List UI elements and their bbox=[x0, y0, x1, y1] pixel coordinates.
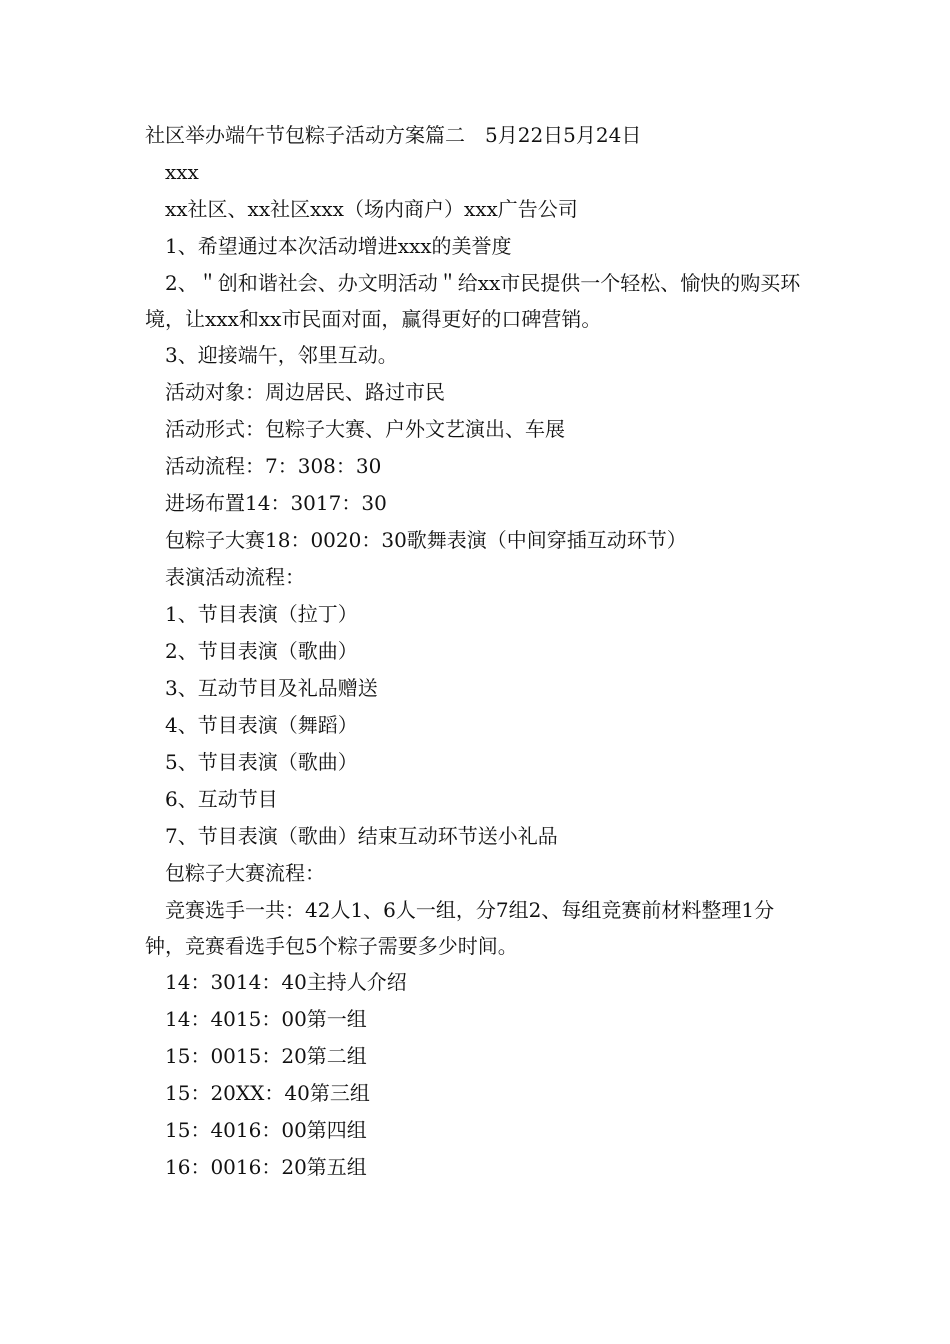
heading-line: 社区举办端午节包粽子活动方案篇二 5月22日5月24日 bbox=[145, 123, 642, 147]
schedule-line: 15：4016：00第四组 bbox=[165, 1118, 367, 1142]
paragraph: xx社区、xx社区xxx（场内商户）xxx广告公司 bbox=[165, 197, 578, 221]
list-item: 6、互动节目 bbox=[165, 787, 278, 811]
list-item: 4、节目表演（舞蹈） bbox=[165, 713, 358, 737]
paragraph: 3、迎接端午，邻里互动。 bbox=[165, 343, 398, 367]
paragraph: 活动流程：7：308：30 bbox=[165, 454, 382, 478]
schedule-line: 14：4015：00第一组 bbox=[165, 1007, 367, 1031]
schedule-line: 16：0016：20第五组 bbox=[165, 1155, 367, 1179]
paragraph: 表演活动流程： bbox=[165, 565, 305, 589]
paragraph: 活动对象：周边居民、路过市民 bbox=[165, 380, 445, 404]
list-item: 2、节目表演（歌曲） bbox=[165, 639, 358, 663]
schedule-line: 15：0015：20第二组 bbox=[165, 1044, 367, 1068]
paragraph: 竞赛选手一共：42人1、6人一组，分7组2、每组竞赛前材料整理1分钟，竞赛看选手包5个粽子需要多少时间。 bbox=[145, 898, 775, 958]
paragraph: 2、＂创和谐社会、办文明活动＂给xx市民提供一个轻松、愉快的购买环境，让xxx和xx市民面对面，赢得更好的口碑营销。 bbox=[145, 271, 801, 331]
schedule-line: 15：20XX：40第三组 bbox=[165, 1081, 370, 1105]
paragraph: 1、希望通过本次活动增进xxx的美誉度 bbox=[165, 234, 512, 258]
document-body bbox=[145, 117, 810, 1186]
paragraph: 包粽子大赛18：0020：30歌舞表演（中间穿插互动环节） bbox=[165, 528, 687, 552]
paragraph: xxx bbox=[165, 160, 199, 184]
schedule-line: 14：3014：40主持人介绍 bbox=[165, 970, 407, 994]
list-item: 1、节目表演（拉丁） bbox=[165, 602, 358, 626]
list-item: 7、节目表演（歌曲）结束互动环节送小礼品 bbox=[165, 824, 558, 848]
list-item: 3、互动节目及礼品赠送 bbox=[165, 676, 378, 700]
list-item: 5、节目表演（歌曲） bbox=[165, 750, 358, 774]
paragraph: 活动形式：包粽子大赛、户外文艺演出、车展 bbox=[165, 417, 565, 441]
paragraph: 进场布置14：3017：30 bbox=[165, 491, 387, 515]
paragraph: 包粽子大赛流程： bbox=[165, 861, 325, 885]
